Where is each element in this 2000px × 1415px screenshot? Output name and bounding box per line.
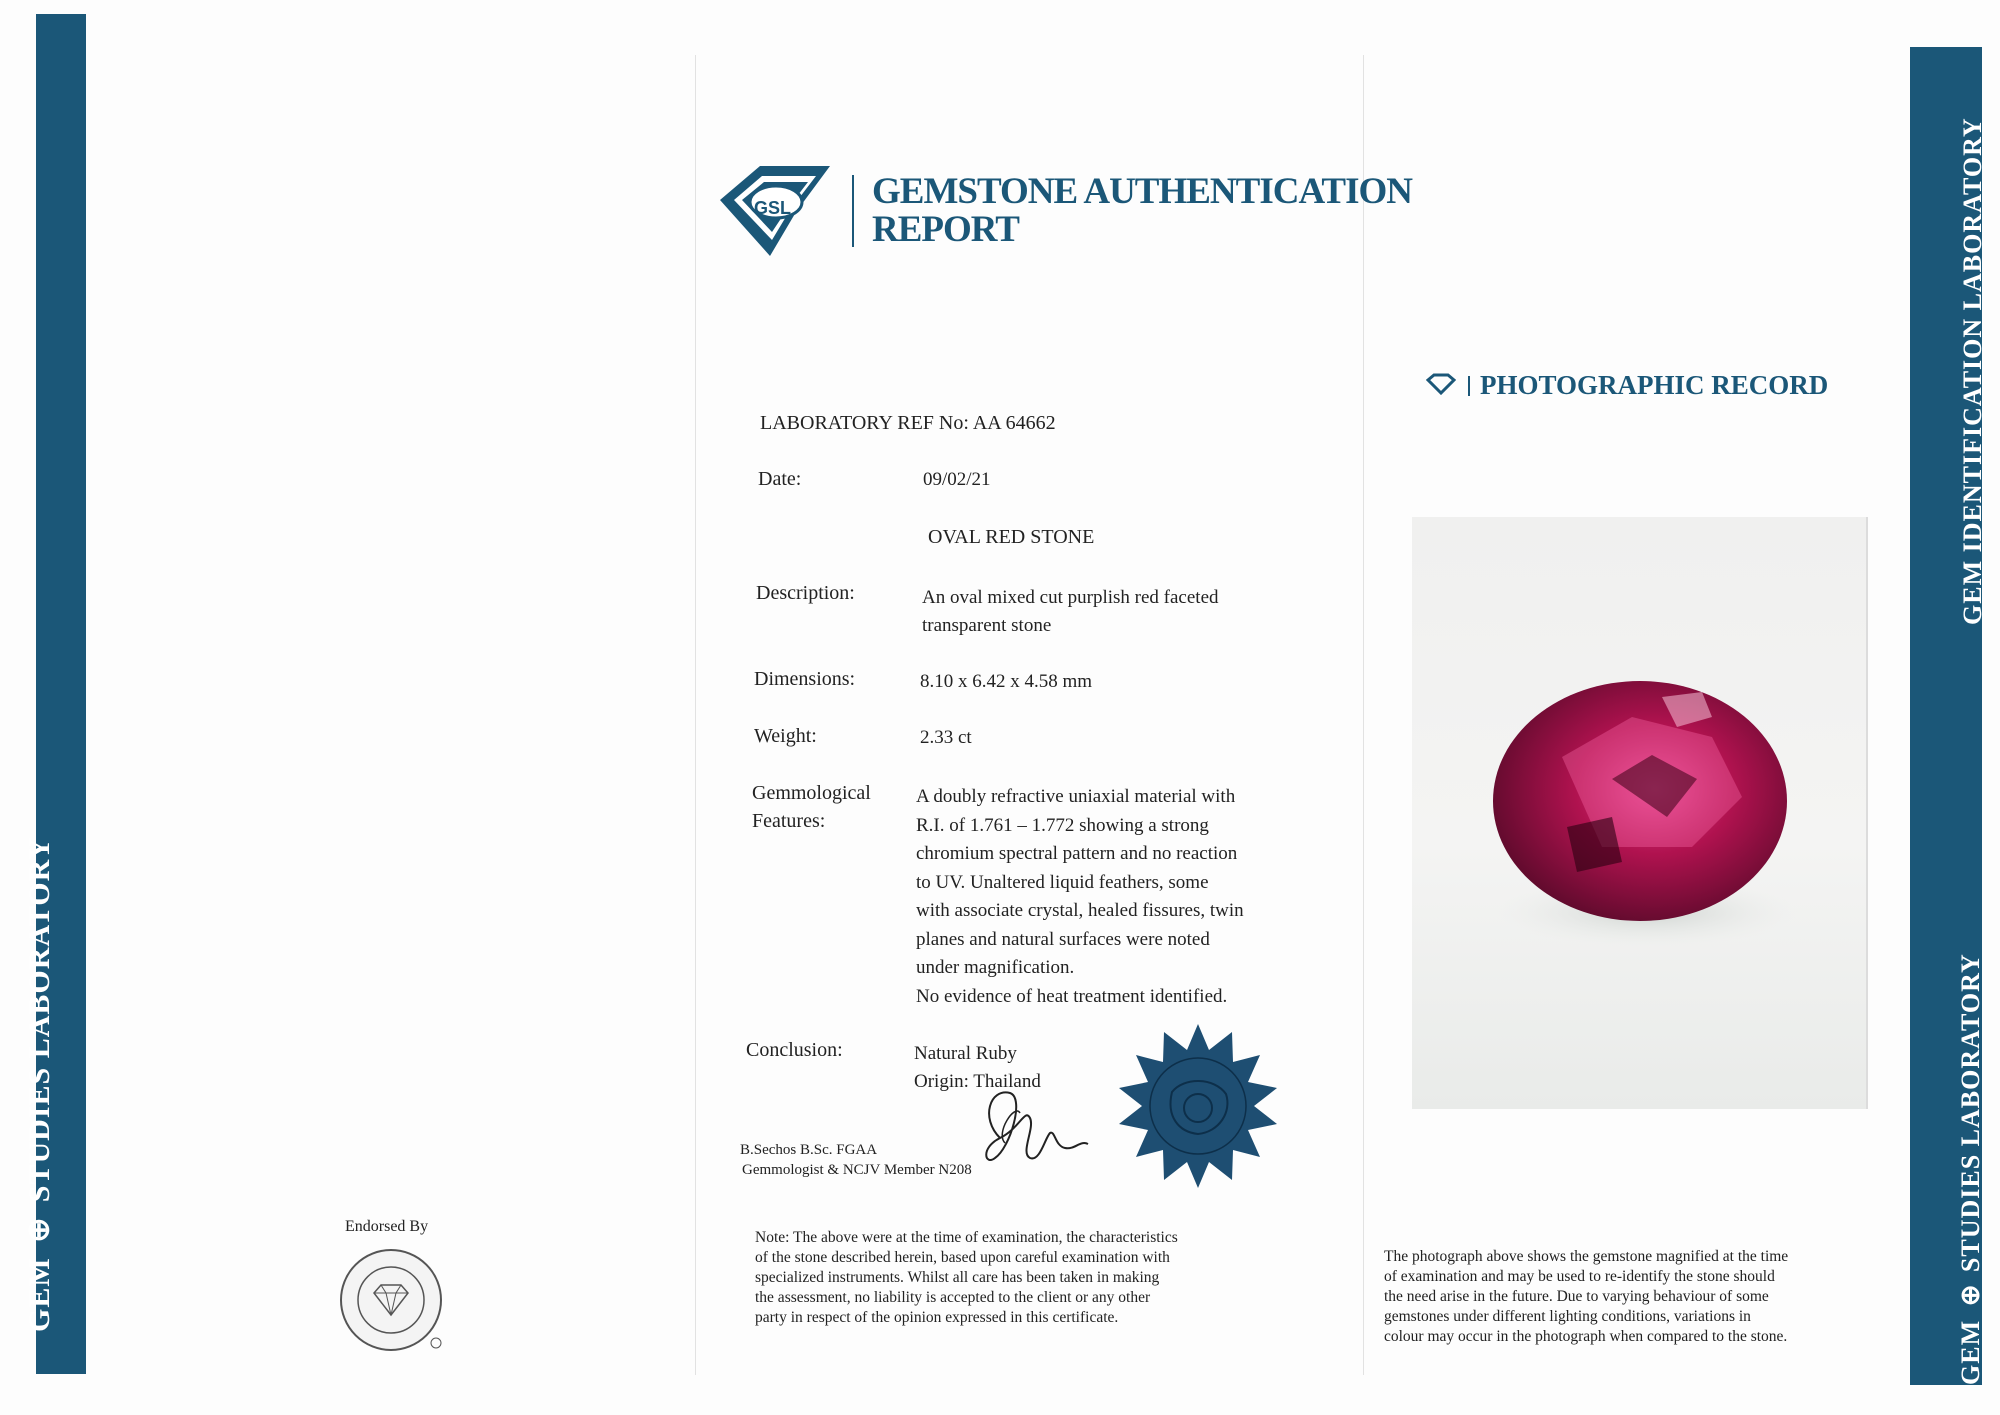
left-bar-lab-text [22, 837, 57, 1332]
photographic-record-heading: PHOTOGRAPHIC RECORD [1480, 370, 1829, 400]
caption-line: colour may occur in the photograph when compared to the stone. [1384, 1328, 1788, 1345]
features-line: to UV. Unaltered liquid feathers, some [916, 871, 1209, 893]
conclusion-value: Natural Ruby [914, 1043, 1017, 1064]
note-line: party in respect of the opinion expressed in this certificate. [755, 1309, 1119, 1326]
report-title-line1: GEMSTONE AUTHENTICATION [872, 171, 1413, 212]
gem-logo-icon: ⊕ [1959, 1280, 1983, 1310]
gem-logo-icon: ⊕ [26, 1213, 53, 1247]
disclaimer-note [755, 1228, 1275, 1328]
right-bar-gem-word: GEM [1956, 1319, 1985, 1385]
description-line1: An oval mixed cut purplish red faceted [922, 587, 1219, 608]
dimensions-label: Dimensions: [754, 668, 856, 690]
right-fold-line [1363, 55, 1364, 1375]
weight-value: 2.33 ct [920, 727, 972, 748]
gemmological-label-2: Features: [752, 810, 826, 832]
header-divider [852, 175, 854, 247]
signer-name: B.Sechos B.Sc. FGAA [740, 1142, 878, 1158]
ruby-image [1412, 517, 1866, 1109]
note-line: Note: The above were at the time of examination, the characteristics [755, 1229, 1178, 1246]
diamond-icon [1426, 373, 1456, 395]
left-bar-gem-word: GEM [23, 1257, 56, 1332]
left-fold-line [695, 55, 696, 1375]
caption-line: gemstones under different lighting conditions, variations in [1384, 1308, 1751, 1325]
endorsed-by-label: Endorsed By [345, 1218, 429, 1235]
features-line: planes and natural surfaces were noted [916, 928, 1210, 950]
stone-heading: OVAL RED STONE [928, 526, 1095, 548]
conclusion-label: Conclusion: [746, 1039, 843, 1061]
heading-divider [1468, 376, 1470, 396]
date-value: 09/02/21 [923, 469, 991, 490]
laboratory-ref: LABORATORY REF No: AA 64662 [760, 412, 1056, 434]
features-line: No evidence of heat treatment identified. [916, 985, 1228, 1007]
origin-value: Origin: Thailand [914, 1071, 1041, 1092]
dimensions-value: 8.10 x 6.42 x 4.58 mm [920, 671, 1093, 692]
features-line: with associate crystal, healed fissures, twin [916, 900, 1244, 921]
note-line: of the stone described herein, based upon careful examination with [755, 1249, 1170, 1266]
right-bar-lab-word: STUDIES LABORATORY [1956, 953, 1985, 1273]
features-line: under magnification. [916, 957, 1075, 978]
gemstone-photo [1412, 517, 1868, 1109]
report-title-line2: REPORT [872, 209, 1019, 250]
gsl-logo-text: GSL [754, 198, 792, 218]
photo-caption [1384, 1247, 1889, 1347]
note-line: specialized instruments. Whilst all care has been taken in making [755, 1269, 1160, 1286]
description-label: Description: [756, 582, 855, 604]
right-bar-top-text: GEM IDENTIFICATION LABORATORY [1958, 117, 1987, 625]
features-block [916, 783, 1316, 1011]
gemmological-label-1: Gemmological [752, 782, 871, 804]
features-line: chromium spectral pattern and no reaction [916, 843, 1238, 864]
signature-icon [970, 1078, 1110, 1178]
features-line: R.I. of 1.761 – 1.772 showing a strong [916, 814, 1209, 836]
laboratory-seal-icon [1114, 1022, 1282, 1190]
left-bar-lab-word: STUDIES LABORATORY [23, 837, 56, 1203]
right-bar-lab-text [1956, 953, 1986, 1385]
features-line: A doubly refractive uniaxial material with [916, 786, 1236, 807]
date-label: Date: [758, 468, 802, 490]
description-line2: transparent stone [922, 615, 1052, 636]
gemmological-association-seal [336, 1245, 446, 1355]
weight-label: Weight: [754, 725, 817, 747]
caption-line: The photograph above shows the gemstone magnified at the time [1384, 1248, 1789, 1265]
note-line: the assessment, no liability is accepted to the client or any other [755, 1289, 1151, 1306]
signer-title: Gemmologist & NCJV Member N208 [742, 1162, 972, 1178]
caption-line: the need arise in the future. Due to varying behaviour of some [1384, 1288, 1769, 1305]
caption-line: of examination and may be used to re-identify the stone should [1384, 1268, 1775, 1285]
